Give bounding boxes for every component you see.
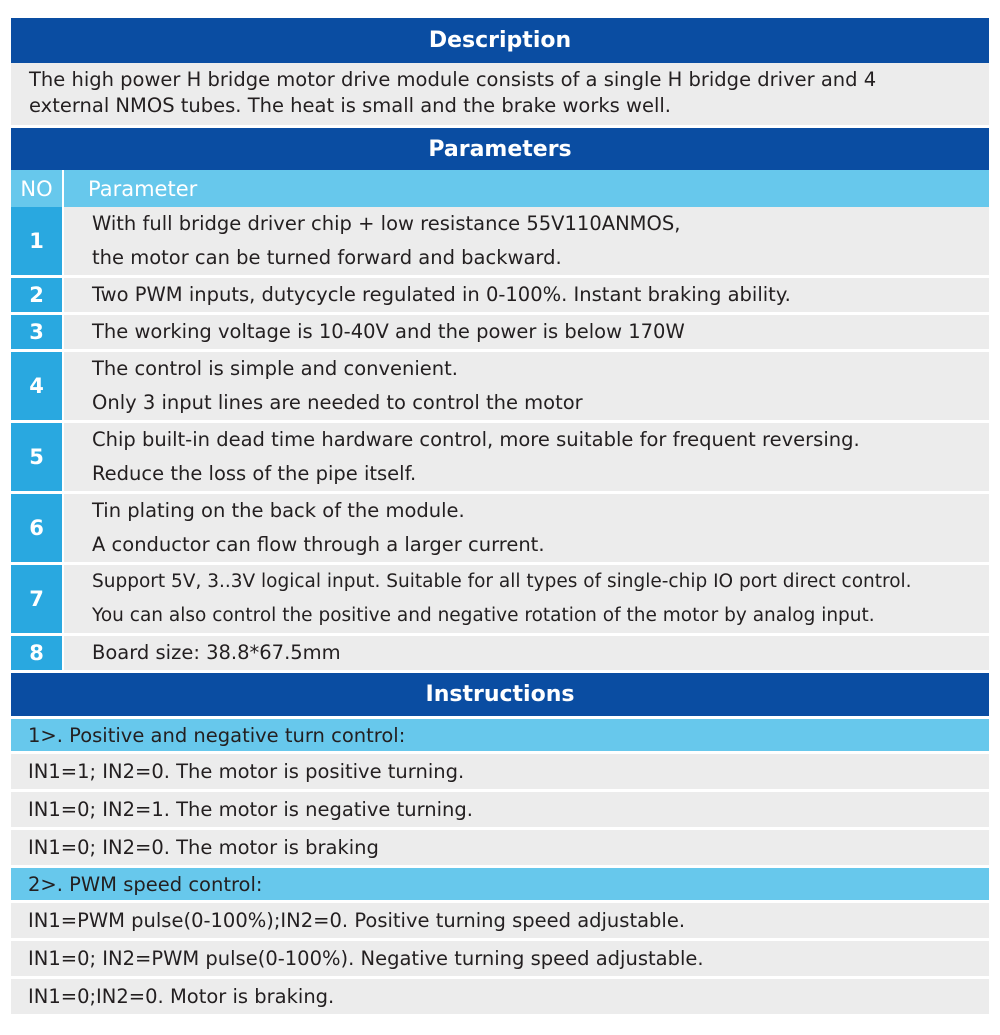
table-row — [11, 277, 989, 314]
row-number: 1 — [11, 207, 63, 277]
description-line: The high power H bridge motor drive module consists of a single H bridge driver and 4 — [29, 68, 877, 91]
row-line: Tin plating on the back of the module. — [92, 499, 465, 522]
row-line: Chip built-in dead time hardware control, more suitable for frequent reversing. — [92, 428, 860, 451]
row-line: The control is simple and convenient. — [92, 357, 459, 380]
row-text — [63, 422, 989, 493]
description-header: Description — [11, 18, 989, 63]
row-text — [63, 564, 989, 635]
row-text — [63, 314, 989, 351]
row-line: Two PWM inputs, dutycycle regulated in 0-100%. Instant braking ability. — [92, 283, 791, 306]
instructions-header: Instructions — [11, 673, 989, 719]
instruction-line: IN1=1; IN2=0. The motor is positive turning. — [11, 754, 989, 792]
row-line: With full bridge driver chip + low resistance 55V110ANMOS, — [92, 212, 681, 235]
description-line: external NMOS tubes. The heat is small and the brake works well. — [29, 94, 671, 117]
row-line: A conductor can flow through a larger current. — [92, 533, 545, 556]
description-body — [11, 63, 989, 125]
column-header-no: NO — [11, 170, 63, 207]
instruction-line: IN1=PWM pulse(0-100%);IN2=0. Positive turning speed adjustable. — [11, 903, 989, 941]
table-row — [11, 207, 989, 277]
row-number: 4 — [11, 351, 63, 422]
instruction-line: IN1=0; IN2=0. The motor is braking — [11, 830, 989, 868]
row-number: 2 — [11, 277, 63, 314]
row-line: Reduce the loss of the pipe itself. — [92, 462, 417, 485]
parameters-table — [11, 170, 989, 673]
row-number: 5 — [11, 422, 63, 493]
row-number: 6 — [11, 493, 63, 564]
row-number: 8 — [11, 635, 63, 672]
column-header-parameter: Parameter — [63, 170, 989, 207]
row-line: The working voltage is 10-40V and the power is below 170W — [92, 320, 685, 343]
row-line: Only 3 input lines are needed to control the motor — [92, 391, 583, 414]
row-number: 3 — [11, 314, 63, 351]
table-row — [11, 564, 989, 635]
parameters-header: Parameters — [11, 128, 989, 170]
row-line: the motor can be turned forward and backward. — [92, 246, 562, 269]
row-text — [63, 493, 989, 564]
row-text — [63, 207, 989, 277]
row-number: 7 — [11, 564, 63, 635]
table-row — [11, 351, 989, 422]
table-row — [11, 422, 989, 493]
row-text — [63, 635, 989, 672]
instruction-line: IN1=0;IN2=0. Motor is braking. — [11, 979, 989, 1017]
table-row — [11, 635, 989, 672]
instruction-line: IN1=0; IN2=1. The motor is negative turning. — [11, 792, 989, 830]
row-line: Board size: 38.8*67.5mm — [92, 641, 341, 664]
row-text — [63, 277, 989, 314]
row-text — [63, 351, 989, 422]
row-line: You can also control the positive and negative rotation of the motor by analog input. — [92, 605, 875, 626]
spec-sheet — [11, 18, 989, 1017]
table-header-row — [11, 170, 989, 207]
table-row — [11, 314, 989, 351]
instruction-section-title: 1>. Positive and negative turn control: — [11, 719, 989, 754]
instruction-section-title: 2>. PWM speed control: — [11, 868, 989, 903]
instruction-line: IN1=0; IN2=PWM pulse(0-100%). Negative turning speed adjustable. — [11, 941, 989, 979]
row-line: Support 5V, 3..3V logical input. Suitable for all types of single-chip IO port direct control. — [92, 571, 912, 592]
table-row — [11, 493, 989, 564]
